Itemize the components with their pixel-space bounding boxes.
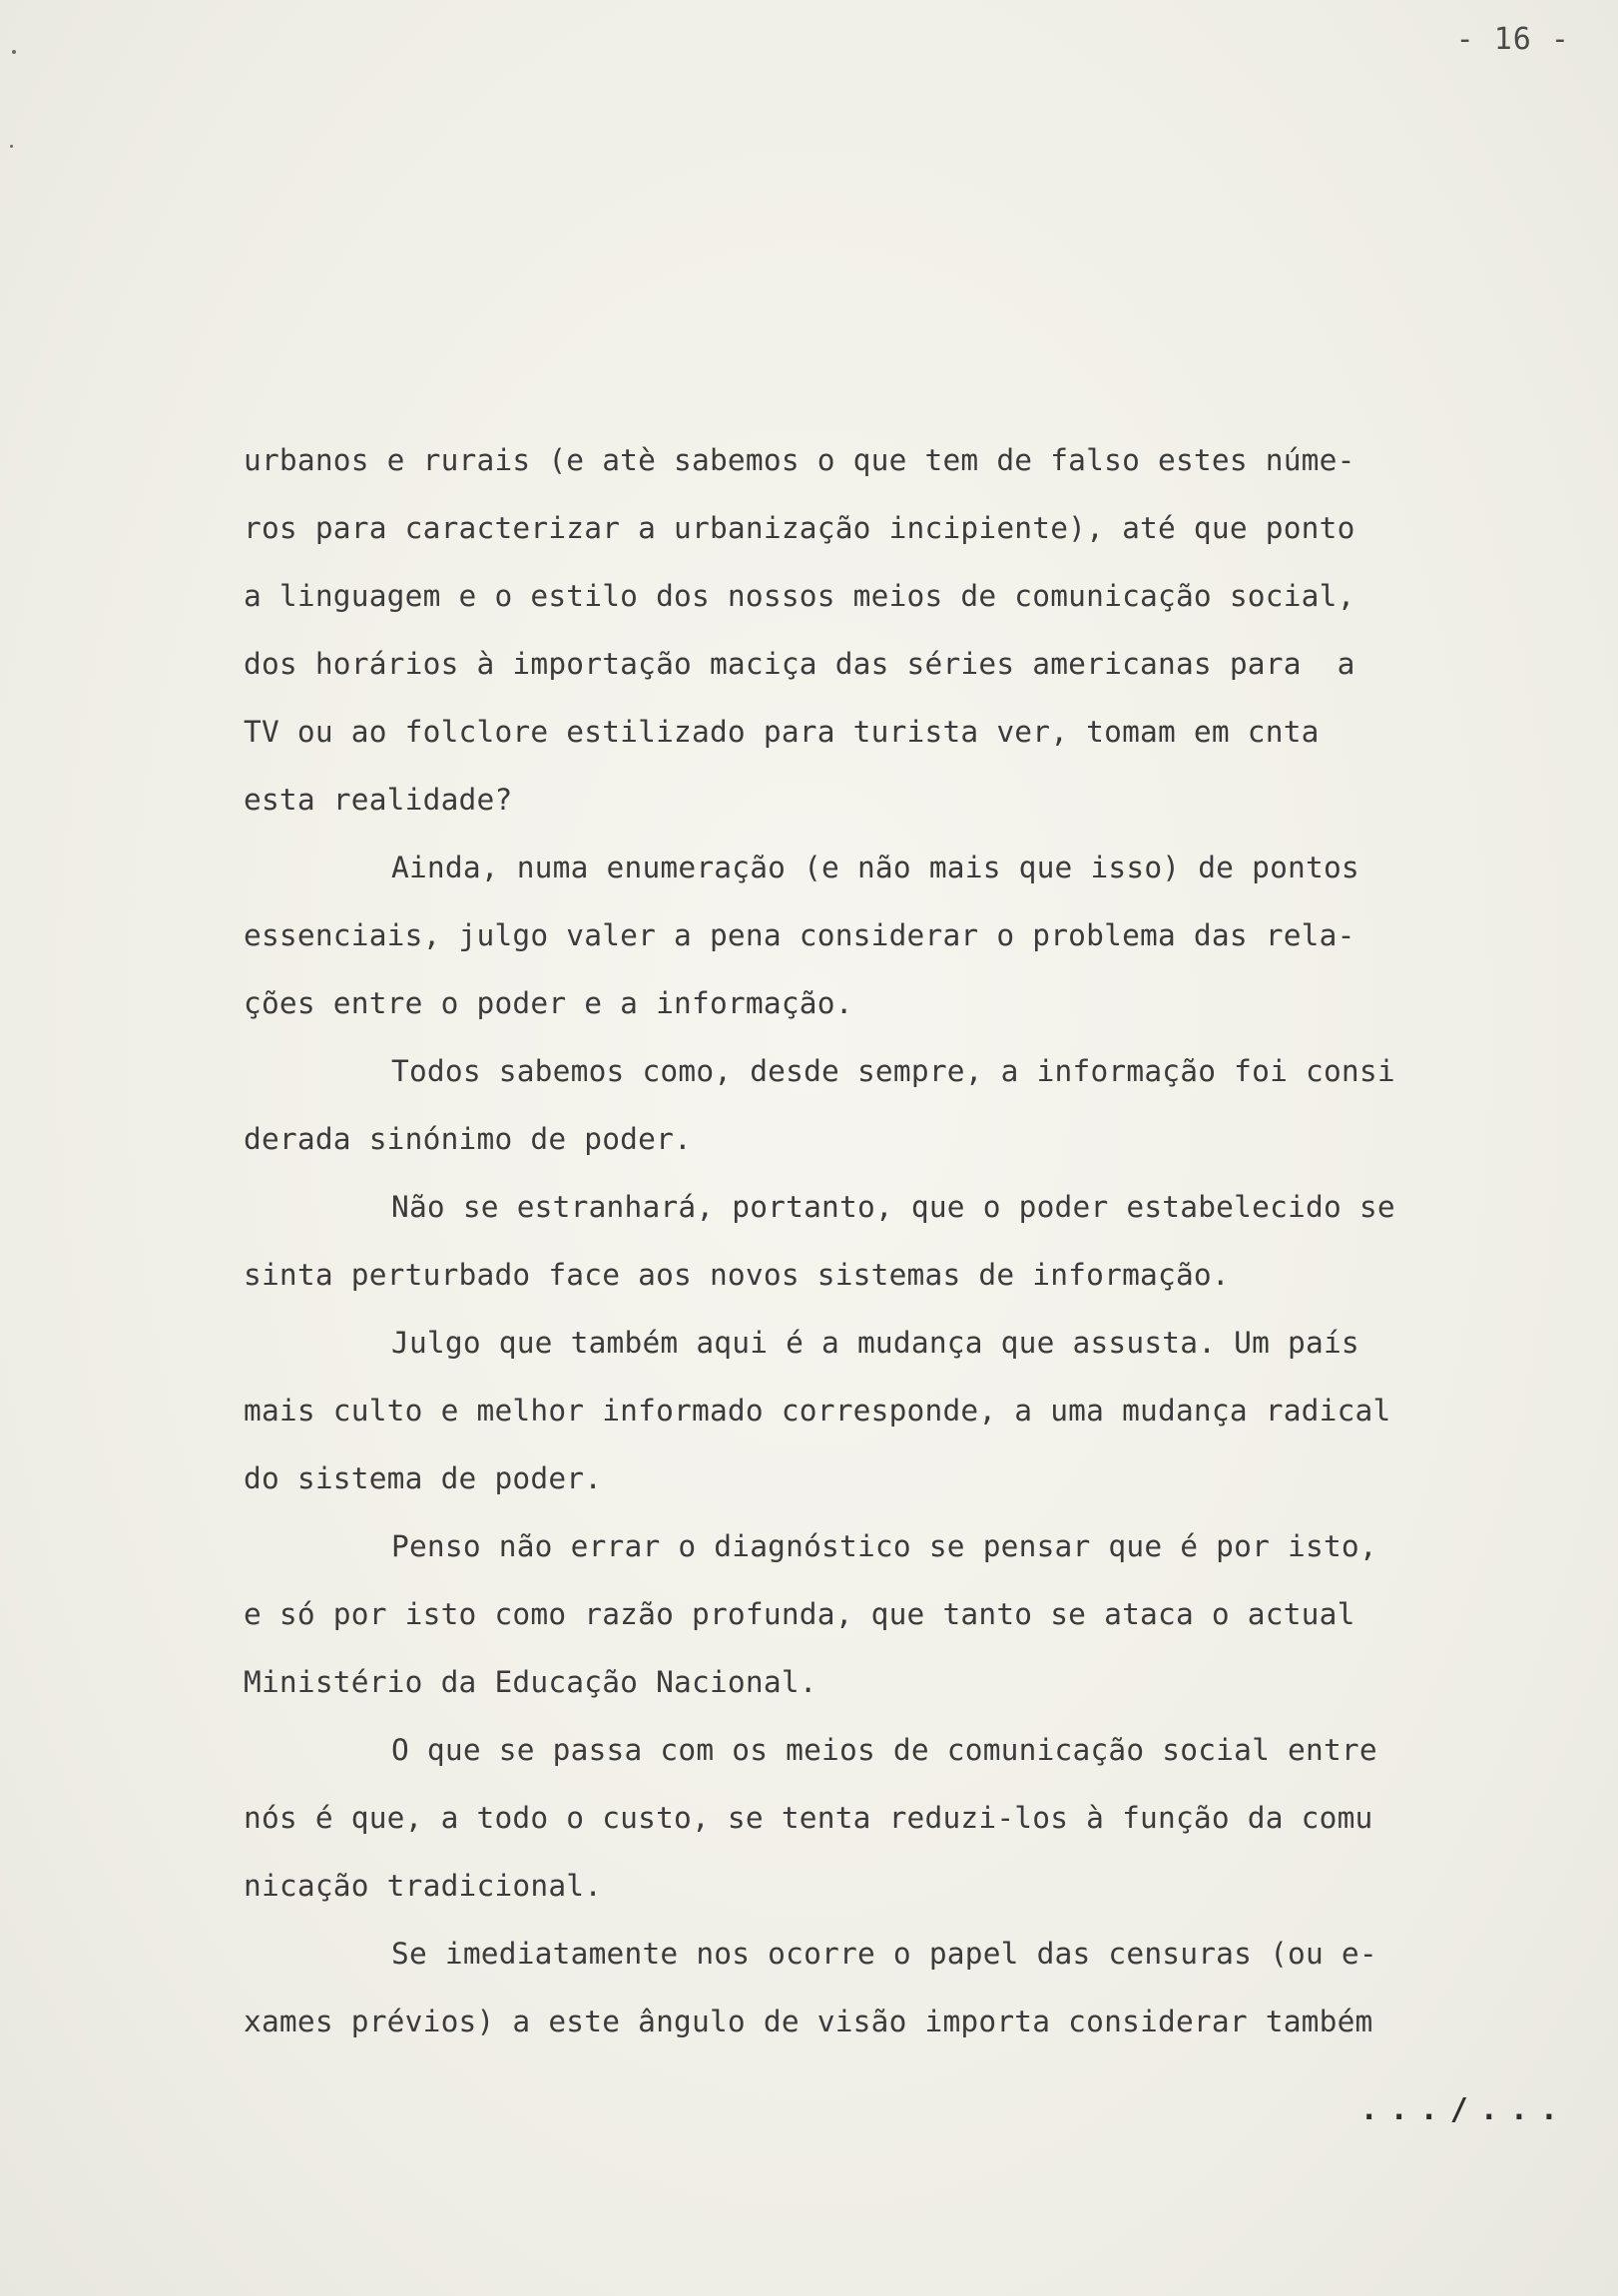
text-line: ções entre o poder e a informação. xyxy=(244,986,853,1020)
text-line: essenciais, julgo valer a pena considerar o problema das rela- xyxy=(244,918,1355,952)
text-line: derada sinónimo de poder. xyxy=(244,1122,693,1156)
paragraph-start-line: O que se passa com os meios de comunicação social entre xyxy=(391,1733,1377,1767)
paragraph-start-line: Julgo que também aqui é a mudança que assusta. Um país xyxy=(391,1326,1359,1360)
paragraph-start-line: Se imediatamente nos ocorre o papel das censuras (ou e- xyxy=(391,1937,1377,1971)
text-line: ros para caracterizar a urbanização incipiente), até que ponto xyxy=(244,511,1355,545)
paper-speck xyxy=(12,50,16,54)
body-text xyxy=(244,426,1581,2055)
text-line: TV ou ao folclore estilizado para turista ver, tomam em cnta xyxy=(244,715,1320,749)
text-line: Ministério da Educação Nacional. xyxy=(244,1665,817,1699)
text-line: e só por isto como razão profunda, que tanto se ataca o actual xyxy=(244,1597,1355,1631)
text-line: nicação tradicional. xyxy=(244,1869,603,1903)
paper-speck xyxy=(10,145,13,148)
paragraph-start-line: Penso não errar o diagnóstico se pensar que é por isto, xyxy=(391,1529,1377,1563)
paragraph-start-line: Ainda, numa enumeração (e não mais que isso) de pontos xyxy=(391,851,1359,884)
paragraph-start-line: Não se estranhará, portanto, que o poder estabelecido se xyxy=(391,1190,1395,1224)
text-line: mais culto e melhor informado corresponde, a uma mudança radical xyxy=(244,1394,1391,1428)
continuation-marker: .../... xyxy=(1359,2092,1570,2127)
paragraph-start-line: Todos sabemos como, desde sempre, a informação foi consi xyxy=(391,1054,1395,1088)
text-line: do sistema de poder. xyxy=(244,1461,603,1495)
text-line: dos horários à importação maciça das séries americanas para a xyxy=(244,647,1355,681)
page-number: - 16 - xyxy=(1455,22,1570,57)
text-line: nós é que, a todo o custo, se tenta reduzi-los à função da comu xyxy=(244,1801,1373,1835)
text-line: xames prévios) a este ângulo de visão importa considerar também xyxy=(244,2005,1373,2038)
text-line: urbanos e rurais (e atè sabemos o que tem de falso estes núme- xyxy=(244,443,1355,477)
text-line: esta realidade? xyxy=(244,783,513,817)
text-line: sinta perturbado face aos novos sistemas de informação. xyxy=(244,1258,1230,1292)
text-line: a linguagem e o estilo dos nossos meios de comunicação social, xyxy=(244,579,1355,613)
